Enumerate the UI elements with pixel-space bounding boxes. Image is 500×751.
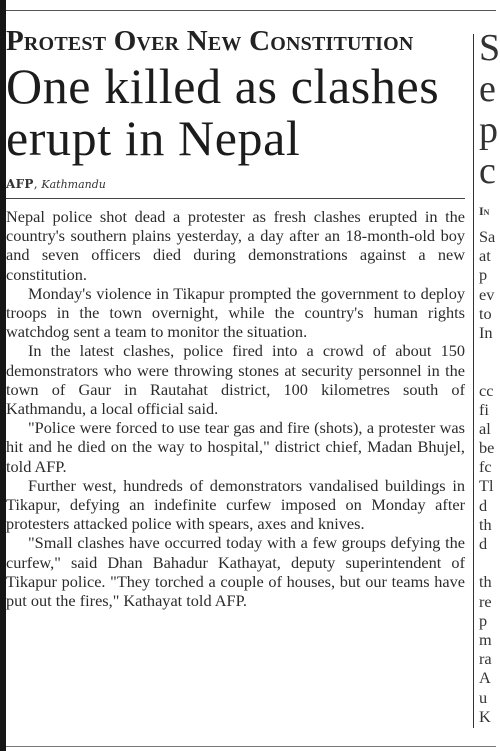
article-headline: One killed as clashes erupt in Nepal [6, 58, 440, 166]
adjacent-line: d [479, 495, 488, 515]
article-paragraph: Monday's violence in Tikapur prompted the government to deploy troops in the town overnight, while the country's human rights watchdog sent a team to monitor the situation. [6, 283, 465, 342]
byline-divider [6, 198, 465, 199]
adjacent-line: Sa [479, 227, 496, 246]
adjacent-line: ra [479, 649, 492, 669]
adjacent-line: th [479, 572, 492, 592]
adjacent-line: Tl [479, 476, 494, 496]
adjacent-kicker: In [479, 204, 490, 218]
article-byline: AFP, Kathmandu [6, 177, 106, 191]
article-kicker: Protest Over New Constitution [6, 25, 414, 57]
adjacent-line: A [479, 668, 491, 688]
adjacent-body [479, 227, 499, 726]
adjacent-line [479, 342, 499, 361]
byline-place: Kathmandu [41, 178, 106, 191]
adjacent-line: p [479, 265, 488, 285]
adjacent-line: re [479, 591, 492, 611]
bottom-rule [6, 746, 496, 747]
adjacent-line: th [479, 514, 492, 534]
article-paragraph: In the latest clashes, police fired into a crowd of about 150 demonstrators who were throwing stones at security personnel in the town of Gaur in Rautahat district, 100 kilometres south of Kathmandu, a local official said. [6, 341, 465, 419]
adjacent-line: fc [479, 457, 492, 477]
column-divider [473, 34, 474, 728]
adjacent-line [479, 553, 499, 572]
adjacent-line: be [479, 438, 495, 458]
adjacent-line: p [479, 610, 488, 630]
adjacent-line [479, 361, 499, 380]
article-paragraph: "Police were forced to use tear gas and fire (shots), a protester was hit and he died on the way to hospital," district chief, Madan Bhujel, told AFP. [6, 418, 465, 476]
adjacent-line: In [479, 322, 493, 342]
byline-agency: AFP [6, 177, 34, 191]
adjacent-article-cutoff [479, 28, 499, 726]
adjacent-line: K [479, 706, 491, 726]
article-body [6, 207, 465, 610]
article-paragraph: Nepal police shot dead a protester as fresh clashes erupted in the country's southern plains yesterday, a day after an 18-month-old boy and seven officers died during demonstrations against a new constitution. [6, 207, 465, 284]
adjacent-line: m [479, 629, 492, 649]
adjacent-line: al [479, 418, 491, 438]
top-rule [6, 10, 496, 11]
adjacent-headline: S e p c [479, 27, 500, 192]
news-article [6, 26, 465, 610]
adjacent-line: d [479, 534, 488, 553]
article-paragraph: "Small clashes have occurred today with a few groups defying the curfew," said Dhan Bahadur Kathayat, deputy superintendent of Tikapur police. "They torched a couple of houses, but our teams have put out the fires," Kathayat told AFP. [6, 533, 465, 611]
article-paragraph: Further west, hundreds of demonstrators vandalised buildings in Tikapur, defying an indefinite curfew imposed on Monday after protesters attacked police with spears, axes and knives. [6, 475, 465, 534]
adjacent-line: fi [479, 399, 489, 419]
adjacent-line: at [479, 246, 491, 266]
adjacent-line: ev [479, 284, 495, 304]
adjacent-line: to [479, 303, 492, 323]
adjacent-line: cc [479, 380, 494, 400]
adjacent-line: u [479, 687, 488, 707]
